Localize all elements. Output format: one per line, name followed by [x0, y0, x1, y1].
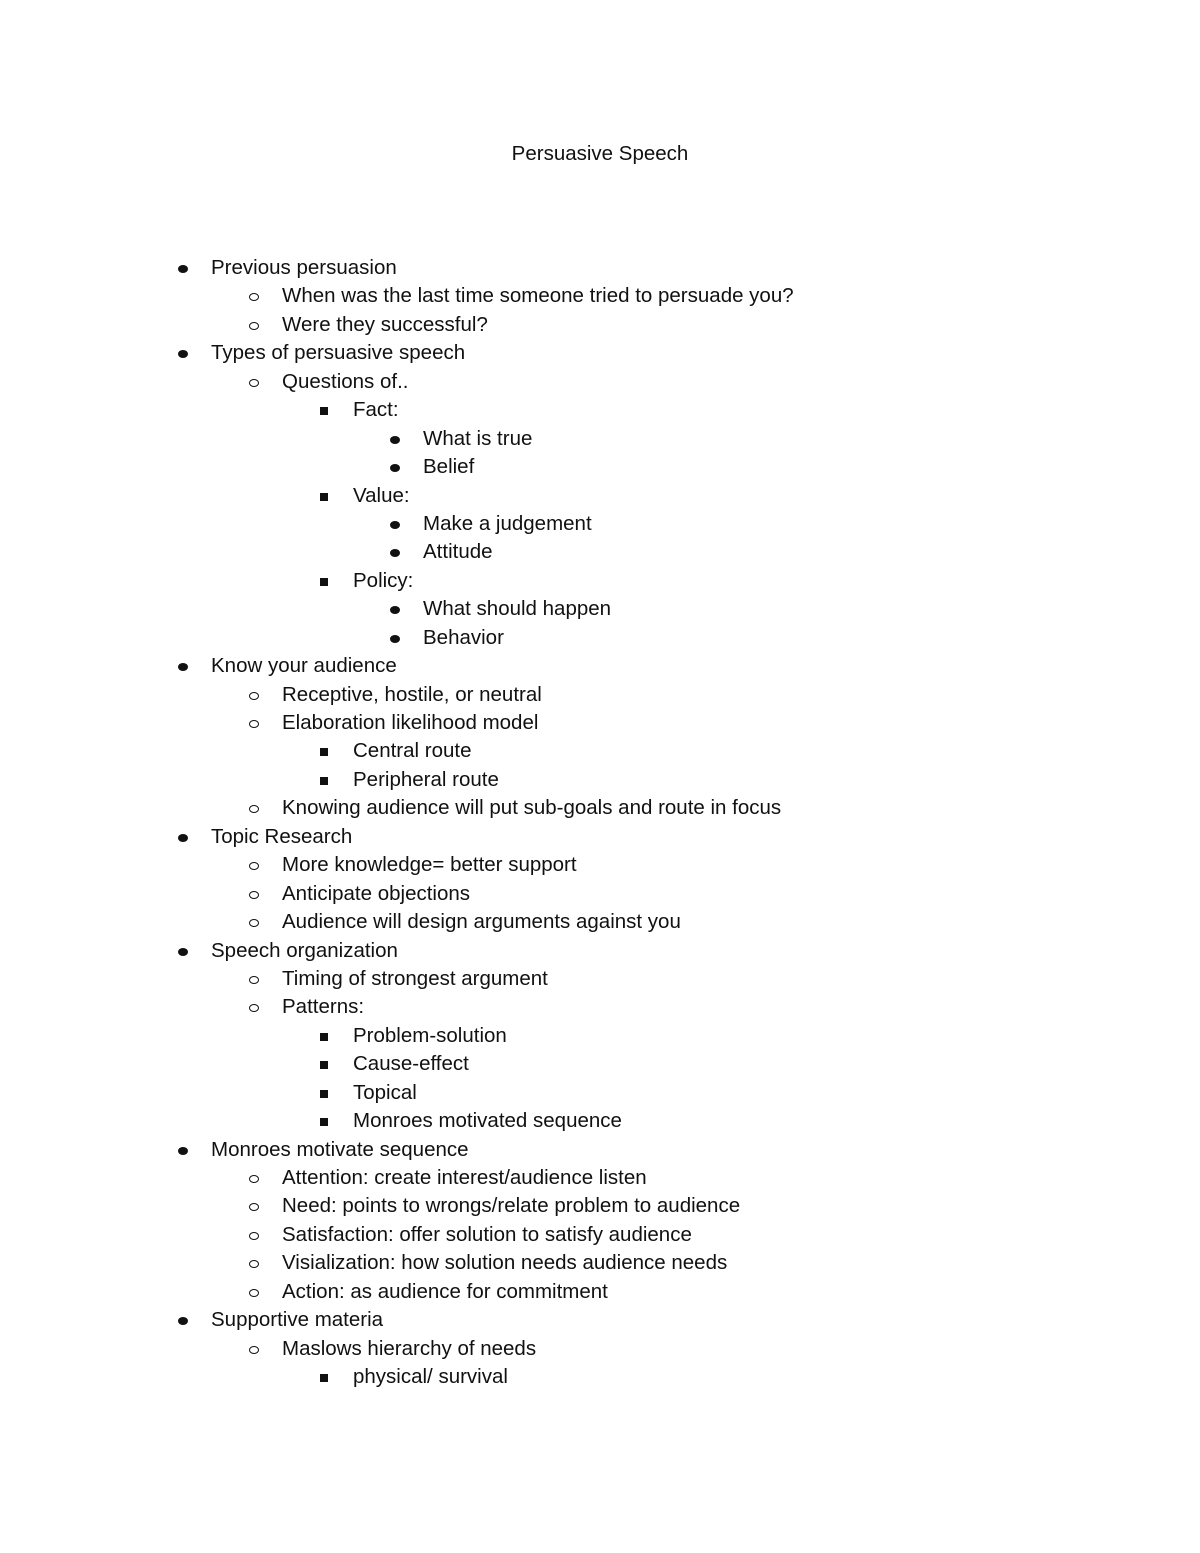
square-bullet-icon	[318, 1022, 332, 1050]
circle-bullet-icon	[248, 1221, 262, 1249]
outline-item-text: Attitude	[423, 540, 493, 564]
disc-bullet-icon	[177, 1136, 191, 1164]
circle-bullet-icon	[248, 1335, 262, 1363]
outline-item-text: Fact:	[353, 398, 399, 422]
disc-bullet-icon	[177, 823, 191, 851]
outline-item-text: Receptive, hostile, or neutral	[282, 682, 542, 706]
outline-item-text: Timing of strongest argument	[282, 966, 548, 990]
outline-item-level-1	[0, 709, 1200, 737]
circle-bullet-icon	[248, 368, 262, 396]
outline-item-text: What is true	[423, 426, 533, 450]
square-bullet-icon	[318, 766, 332, 794]
circle-bullet-icon	[248, 794, 262, 822]
outline-item-level-1	[0, 880, 1200, 908]
outline-item-level-0	[0, 823, 1200, 851]
circle-bullet-icon	[248, 1278, 262, 1306]
outline-item-level-2	[0, 1107, 1200, 1135]
circle-bullet-icon	[248, 965, 262, 993]
outline-item-text: Cause-effect	[353, 1052, 469, 1076]
circle-bullet-icon	[248, 1249, 262, 1277]
outline-item-level-1	[0, 1278, 1200, 1306]
outline-item-level-1	[0, 1249, 1200, 1277]
outline-item-text: Monroes motivate sequence	[211, 1137, 469, 1161]
outline-item-level-2	[0, 1079, 1200, 1107]
disc-bullet-icon	[389, 453, 403, 481]
outline-item-text: Value:	[353, 483, 410, 507]
outline-item-level-2	[0, 1363, 1200, 1391]
circle-bullet-icon	[248, 880, 262, 908]
outline-item-level-1	[0, 311, 1200, 339]
outline-item-level-2	[0, 1022, 1200, 1050]
circle-bullet-icon	[248, 311, 262, 339]
outline-item-text: When was the last time someone tried to persuade you?	[282, 284, 794, 308]
outline-item-level-0	[0, 1306, 1200, 1334]
outline-item-text: Need: points to wrongs/relate problem to audience	[282, 1194, 741, 1218]
outline-item-text: Patterns:	[282, 995, 365, 1019]
outline-item-level-1	[0, 965, 1200, 993]
outline-item-text: Speech organization	[211, 938, 398, 962]
square-bullet-icon	[318, 482, 332, 510]
outline-item-level-0	[0, 339, 1200, 367]
circle-bullet-icon	[248, 282, 262, 310]
outline-item-text: More knowledge= better support	[282, 853, 577, 877]
outline-item-level-1	[0, 1164, 1200, 1192]
outline-item-level-2	[0, 567, 1200, 595]
outline-item-text: Satisfaction: offer solution to satisfy audience	[282, 1222, 692, 1246]
outline-item-level-1	[0, 282, 1200, 310]
outline-item-level-0	[0, 937, 1200, 965]
outline-item-text: Knowing audience will put sub-goals and route in focus	[282, 796, 782, 820]
disc-bullet-icon	[389, 595, 403, 623]
outline-item-text: Were they successful?	[282, 312, 488, 336]
outline-item-level-1	[0, 1335, 1200, 1363]
disc-bullet-icon	[389, 510, 403, 538]
outline-item-text: Policy:	[353, 568, 414, 592]
document-title: Persuasive Speech	[511, 142, 689, 165]
outline-item-level-0	[0, 254, 1200, 282]
square-bullet-icon	[318, 1079, 332, 1107]
outline-item-level-1	[0, 1221, 1200, 1249]
outline-item-text: Action: as audience for commitment	[282, 1279, 608, 1303]
outline-item-text: Belief	[423, 455, 475, 479]
outline-item-text: Visialization: how solution needs audience needs	[282, 1251, 728, 1275]
outline-item-level-1	[0, 993, 1200, 1021]
outline-item-level-2	[0, 1050, 1200, 1078]
outline-item-text: Previous persuasion	[211, 256, 397, 279]
square-bullet-icon	[318, 1050, 332, 1078]
outline-item-text: Attention: create interest/audience listen	[282, 1166, 647, 1189]
square-bullet-icon	[318, 396, 332, 424]
circle-bullet-icon	[248, 851, 262, 879]
outline-item-text: Anticipate objections	[282, 881, 471, 905]
outline-item-level-2	[0, 396, 1200, 424]
outline-item-text: Behavior	[423, 625, 504, 649]
outline-item-level-3	[0, 538, 1200, 566]
outline-item-text: Audience will design arguments against you	[282, 910, 681, 934]
outline-item-text: Topic Research	[211, 824, 353, 848]
square-bullet-icon	[318, 567, 332, 595]
circle-bullet-icon	[248, 1192, 262, 1220]
outline-item-text: Monroes motivated sequence	[353, 1109, 622, 1133]
circle-bullet-icon	[248, 908, 262, 936]
disc-bullet-icon	[177, 254, 191, 282]
square-bullet-icon	[318, 1363, 332, 1391]
outline-item-text: Topical	[353, 1080, 417, 1104]
circle-bullet-icon	[248, 1164, 262, 1192]
outline-item-text: Problem-solution	[353, 1023, 507, 1047]
outline-item-text: Questions of..	[282, 369, 409, 393]
square-bullet-icon	[318, 737, 332, 765]
outline-item-text: Elaboration likelihood model	[282, 711, 539, 734]
disc-bullet-icon	[389, 425, 403, 453]
outline-list	[0, 254, 1200, 1392]
square-bullet-icon	[318, 1107, 332, 1135]
outline-item-text: Maslows hierarchy of needs	[282, 1336, 537, 1360]
disc-bullet-icon	[177, 339, 191, 367]
disc-bullet-icon	[177, 937, 191, 965]
outline-item-level-0	[0, 652, 1200, 680]
disc-bullet-icon	[177, 652, 191, 680]
circle-bullet-icon	[248, 709, 262, 737]
outline-item-level-1	[0, 794, 1200, 822]
outline-item-text: physical/ survival	[353, 1365, 508, 1389]
outline-item-text: Central route	[353, 739, 472, 763]
outline-item-level-1	[0, 908, 1200, 936]
outline-item-level-2	[0, 737, 1200, 765]
outline-item-text: Make a judgement	[423, 511, 592, 535]
outline-item-level-3	[0, 453, 1200, 481]
circle-bullet-icon	[248, 993, 262, 1021]
outline-item-level-2	[0, 766, 1200, 794]
outline-item-text: Peripheral route	[353, 767, 499, 791]
disc-bullet-icon	[389, 538, 403, 566]
outline-item-text: Know your audience	[211, 654, 397, 678]
disc-bullet-icon	[389, 624, 403, 652]
outline-item-level-2	[0, 482, 1200, 510]
outline-item-level-1	[0, 368, 1200, 396]
outline-item-text: Supportive materia	[211, 1308, 384, 1332]
outline-item-level-3	[0, 425, 1200, 453]
outline-item-text: What should happen	[423, 597, 612, 621]
disc-bullet-icon	[177, 1306, 191, 1334]
outline-item-level-1	[0, 681, 1200, 709]
outline-item-level-3	[0, 595, 1200, 623]
outline-item-level-3	[0, 510, 1200, 538]
outline-item-level-0	[0, 1136, 1200, 1164]
outline-item-level-3	[0, 624, 1200, 652]
circle-bullet-icon	[248, 681, 262, 709]
outline-item-text: Types of persuasive speech	[211, 341, 466, 365]
outline-item-level-1	[0, 851, 1200, 879]
outline-item-level-1	[0, 1192, 1200, 1220]
